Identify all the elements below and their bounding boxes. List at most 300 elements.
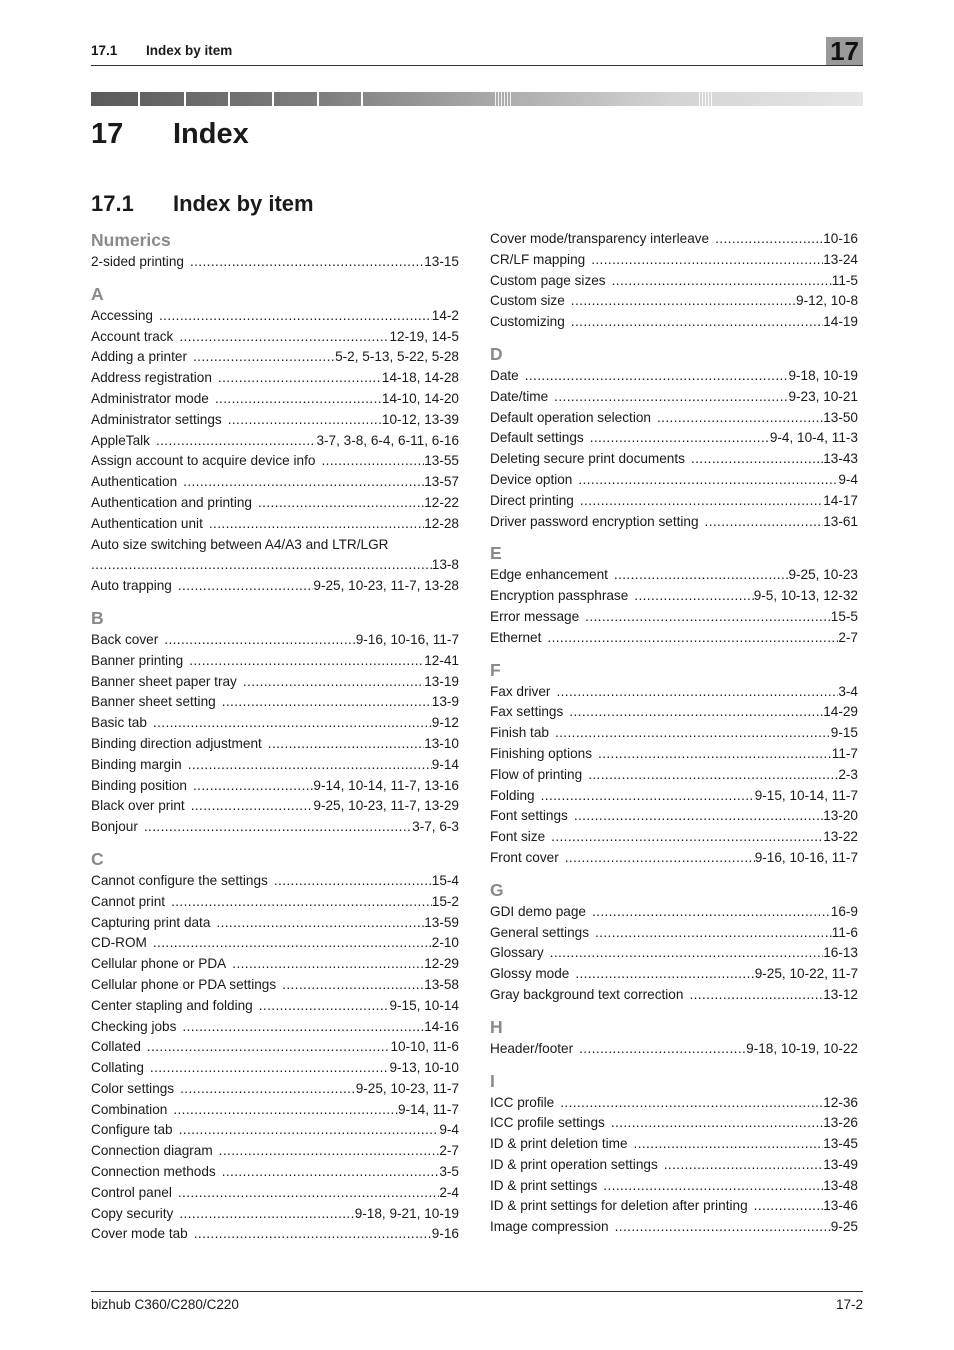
- section-title: [91, 191, 314, 217]
- dot-leader: [634, 1134, 824, 1155]
- dot-leader: [571, 291, 796, 312]
- dot-leader: [565, 848, 755, 869]
- index-term: ICC profile: [490, 1094, 555, 1110]
- index-pages: 14-19: [823, 314, 858, 330]
- index-term: General settings: [490, 924, 589, 940]
- index-entry: [91, 1120, 459, 1141]
- index-term: Color settings: [91, 1080, 175, 1096]
- dot-leader: [754, 1196, 824, 1217]
- index-pages: 13-43: [823, 451, 858, 467]
- index-entry: [490, 1039, 858, 1060]
- index-entry: [490, 1217, 858, 1238]
- dot-leader: [164, 630, 355, 651]
- index-term: Glossy mode: [490, 966, 570, 982]
- index-term: 2-sided printing: [91, 254, 184, 269]
- index-group-heading: I: [490, 1070, 495, 1091]
- dot-leader: [150, 1058, 390, 1079]
- index-pages: 9-4, 10-4, 11-3: [769, 430, 858, 446]
- index-term: Custom size: [490, 293, 565, 309]
- index-entry: [91, 871, 459, 892]
- dot-leader: [144, 817, 412, 838]
- index-term: ID & print operation settings: [490, 1156, 658, 1172]
- dot-leader: [547, 628, 838, 649]
- index-entry: [91, 389, 459, 410]
- index-term: Adding a printer: [91, 349, 187, 365]
- index-term: Date: [490, 367, 519, 383]
- index-pages: 9-13, 10-10: [389, 1060, 459, 1076]
- dot-leader: [147, 1037, 391, 1058]
- index-term: Control panel: [91, 1184, 172, 1200]
- index-pages: 9-18, 10-19, 10-22: [746, 1040, 858, 1056]
- index-pages: 12-22: [424, 494, 459, 510]
- index-term: Glossary: [490, 945, 544, 961]
- dot-leader: [218, 368, 382, 389]
- index-term: Deleting secure print documents: [490, 451, 685, 467]
- index-entry: [490, 512, 858, 533]
- dot-leader: [554, 387, 788, 408]
- index-group-heading: F: [490, 659, 501, 680]
- index-pages: 9-25, 10-22, 11-7: [754, 966, 858, 982]
- dot-leader: [219, 1141, 440, 1162]
- index-pages: 10-10, 11-6: [390, 1039, 459, 1055]
- index-entry: [490, 848, 858, 869]
- index-pages: 10-12, 13-39: [381, 411, 459, 427]
- index-entry: [91, 651, 459, 672]
- index-pages: 11-5: [831, 272, 858, 288]
- index-entry: [91, 1162, 459, 1183]
- dot-leader: [591, 250, 823, 271]
- index-term: Font settings: [490, 808, 568, 824]
- index-group-heading: E: [490, 543, 502, 564]
- index-term: Gray background text correction: [490, 986, 684, 1002]
- index-entry: [91, 1204, 459, 1225]
- index-pages: 9-15, 10-14, 11-7: [754, 787, 858, 803]
- running-header: [91, 36, 863, 66]
- index-term: AppleTalk: [91, 432, 150, 448]
- dot-leader: [689, 985, 823, 1006]
- index-term: ID & print deletion time: [490, 1136, 628, 1152]
- index-term: Copy security: [91, 1205, 174, 1221]
- dot-leader: [551, 827, 823, 848]
- index-term: GDI demo page: [490, 903, 586, 919]
- index-group-heading: C: [91, 848, 104, 869]
- index-pages: 15-5: [830, 608, 858, 624]
- index-pages: 14-16: [424, 1018, 459, 1034]
- dot-leader: [585, 607, 831, 628]
- dot-leader: [560, 1093, 823, 1114]
- index-pages: 13-10: [424, 735, 459, 751]
- dot-leader: [595, 923, 832, 944]
- index-entry: [91, 1141, 459, 1162]
- index-pages: 10-16: [823, 231, 858, 246]
- index-entry: [490, 586, 858, 607]
- dot-leader: [282, 975, 424, 996]
- dot-leader: [193, 776, 313, 797]
- index-pages: 12-19, 14-5: [389, 328, 459, 344]
- dot-leader: [159, 306, 432, 327]
- index-term: Default operation selection: [490, 409, 651, 425]
- index-pages: 14-29: [823, 704, 858, 720]
- index-pages: 9-16, 10-16, 11-7: [355, 631, 459, 647]
- index-entry: [490, 827, 858, 848]
- index-pages: 13-45: [823, 1136, 858, 1152]
- dot-leader: [194, 1224, 432, 1245]
- index-entry: [91, 1100, 459, 1121]
- dot-leader: [611, 1113, 823, 1134]
- index-pages: 12-28: [424, 515, 459, 531]
- index-pages: 9-23, 10-21: [788, 388, 858, 404]
- index-entry: [490, 470, 858, 491]
- index-entry: [490, 229, 858, 250]
- dot-leader: [579, 1039, 746, 1060]
- dot-leader: [179, 327, 389, 348]
- index-pages: 13-59: [424, 914, 459, 930]
- dot-leader: [588, 765, 838, 786]
- index-entry: [490, 291, 858, 312]
- dot-leader: [188, 755, 432, 776]
- dot-leader: [179, 1204, 354, 1225]
- index-entry: [91, 368, 459, 389]
- index-pages: 9-14, 10-14, 11-7, 13-16: [313, 777, 459, 793]
- index-term: Binding direction adjustment: [91, 735, 262, 751]
- footer-page-number: 17-2: [835, 1297, 863, 1312]
- dot-leader: [179, 1120, 440, 1141]
- index-pages: 9-25, 10-23, 11-7, 13-28: [313, 578, 459, 594]
- index-entry: [91, 954, 459, 975]
- index-pages: 9-5, 10-13, 12-32: [753, 588, 858, 604]
- index-pages: 3-7, 6-3: [412, 819, 459, 835]
- index-entry: [490, 250, 858, 271]
- index-pages: 5-2, 5-13, 5-22, 5-28: [335, 349, 459, 365]
- index-term: Encryption passphrase: [490, 588, 629, 604]
- dot-leader: [590, 428, 770, 449]
- index-term: Assign account to acquire device info: [91, 453, 316, 469]
- index-term: Cellular phone or PDA settings: [91, 976, 277, 992]
- index-term: Address registration: [91, 370, 212, 386]
- index-entry: [490, 408, 858, 429]
- index-pages: 13-61: [823, 513, 858, 529]
- dot-leader: [691, 449, 823, 470]
- index-pages: 9-12: [431, 715, 459, 731]
- index-pages: 13-19: [424, 673, 459, 689]
- dot-leader: [612, 271, 832, 292]
- dot-leader: [550, 943, 824, 964]
- index-term: Flow of printing: [490, 766, 583, 782]
- index-entry: [91, 306, 459, 327]
- index-term: Customizing: [490, 314, 565, 330]
- index-entry: [91, 493, 459, 514]
- index-pages: 9-25: [830, 1219, 858, 1235]
- index-term: CR/LF mapping: [490, 251, 586, 267]
- index-pages: 9-15, 10-14: [389, 997, 459, 1013]
- index-entry: [490, 1155, 858, 1176]
- header-section-title: Index by item: [146, 43, 233, 58]
- index-entry: [490, 786, 858, 807]
- index-entry: [91, 630, 459, 651]
- index-entry: [91, 451, 459, 472]
- index-pages: 13-24: [823, 251, 858, 267]
- index-pages: 2-10: [431, 935, 459, 951]
- dot-leader: [222, 1162, 440, 1183]
- index-entry: [91, 755, 459, 776]
- index-term: Administrator mode: [91, 390, 209, 406]
- index-pages: 14-2: [431, 307, 459, 323]
- index-pages: 12-41: [424, 652, 459, 668]
- chapter-title: [91, 118, 249, 151]
- section-title-text: Index by item: [173, 191, 314, 216]
- index-term: Banner sheet setting: [91, 694, 216, 710]
- index-pages: 11-7: [831, 745, 858, 761]
- dot-leader: [153, 933, 432, 954]
- dot-leader: [91, 555, 432, 576]
- chapter-title-number: 17: [91, 118, 124, 150]
- header-section-number: 17.1: [91, 43, 118, 58]
- index-entry: [91, 913, 459, 934]
- index-entry: [91, 1183, 459, 1204]
- dot-leader: [193, 347, 335, 368]
- index-pages: 9-25, 10-23: [788, 567, 858, 583]
- index-term: Black over print: [91, 798, 185, 814]
- index-entry: [490, 628, 858, 649]
- dot-leader: [634, 586, 753, 607]
- index-term: Account track: [91, 328, 174, 344]
- index-term: Accessing: [91, 307, 153, 323]
- dot-leader: [258, 493, 424, 514]
- dot-leader: [243, 672, 424, 693]
- index-group-heading: G: [490, 879, 504, 900]
- index-entry: [490, 366, 858, 387]
- index-entry: [91, 713, 459, 734]
- dot-leader: [180, 1079, 356, 1100]
- index-entry: [91, 933, 459, 954]
- index-pages: 13-50: [823, 409, 858, 425]
- index-term: Cannot print: [91, 893, 166, 909]
- index-entry: [490, 1093, 858, 1114]
- dot-leader: [153, 713, 432, 734]
- index-pages: 16-9: [830, 903, 858, 919]
- dot-leader: [178, 576, 314, 597]
- index-entry: [490, 387, 858, 408]
- index-term: Banner printing: [91, 652, 184, 668]
- index-entry: [490, 449, 858, 470]
- dot-leader: [614, 565, 789, 586]
- index-term: Collated: [91, 1039, 141, 1055]
- index-term: Administrator settings: [91, 411, 222, 427]
- index-pages: 12-36: [823, 1094, 858, 1110]
- index-term: Authentication: [91, 474, 178, 490]
- index-pages: 9-12, 10-8: [796, 293, 858, 309]
- index-term: Collating: [91, 1060, 144, 1076]
- index-group-heading: B: [91, 607, 104, 628]
- index-term: Binding position: [91, 777, 187, 793]
- dot-leader: [183, 472, 424, 493]
- index-entry: [490, 806, 858, 827]
- index-pages: 9-18, 10-19: [788, 367, 858, 383]
- index-entry: [91, 576, 459, 597]
- index-pages: 2-7: [439, 1143, 459, 1159]
- index-entry: [490, 312, 858, 333]
- dot-leader: [574, 806, 823, 827]
- index-term: Date/time: [490, 388, 549, 404]
- index-entry: [91, 1079, 459, 1100]
- index-entry: [490, 682, 858, 703]
- index-entry: [490, 744, 858, 765]
- index-column-left: [91, 229, 459, 1245]
- index-pages: 12-29: [424, 956, 459, 972]
- index-term: Cannot configure the settings: [91, 872, 268, 888]
- index-pages: 9-14: [431, 756, 459, 772]
- index-term: Cover mode/transparency interleave: [490, 231, 710, 246]
- index-entry: [91, 1058, 459, 1079]
- index-entry: [490, 271, 858, 292]
- index-term: Edge enhancement: [490, 567, 608, 583]
- index-group-heading: A: [91, 283, 104, 304]
- index-term: Checking jobs: [91, 1018, 177, 1034]
- index-entry: [91, 1224, 459, 1245]
- index-entry: [91, 431, 459, 452]
- index-pages: 13-49: [823, 1156, 858, 1172]
- index-term: Auto trapping: [91, 578, 172, 594]
- decorative-bar: [91, 92, 863, 106]
- dot-leader: [657, 408, 823, 429]
- index-pages: 3-7, 3-8, 6-4, 6-11, 6-16: [316, 432, 459, 448]
- index-term: Fax settings: [490, 704, 564, 720]
- index-pages: 13-9: [431, 694, 459, 710]
- index-entry: [91, 672, 459, 693]
- index-term: Fax driver: [490, 683, 551, 699]
- index-term: Default settings: [490, 430, 584, 446]
- index-pages: 13-26: [823, 1115, 858, 1131]
- index-term: Direct printing: [490, 492, 574, 508]
- dot-leader: [578, 470, 838, 491]
- index-term: Error message: [490, 608, 580, 624]
- index-entry: [490, 902, 858, 923]
- index-entry: [91, 996, 459, 1017]
- index-term: Authentication unit: [91, 515, 203, 531]
- chapter-number-badge: 17: [826, 37, 863, 65]
- index-term: Front cover: [490, 849, 559, 865]
- index-entry: [91, 796, 459, 817]
- index-pages: 13-8: [431, 557, 459, 573]
- index-entry: [490, 1176, 858, 1197]
- index-term: Header/footer: [490, 1040, 574, 1056]
- index-pages: 9-18, 9-21, 10-19: [354, 1205, 459, 1221]
- dot-leader: [592, 902, 831, 923]
- index-entry: [91, 1017, 459, 1038]
- dot-leader: [228, 410, 382, 431]
- index-pages: 9-16, 10-16, 11-7: [754, 849, 858, 865]
- dot-leader: [603, 1176, 823, 1197]
- index-pages: 2-4: [439, 1184, 459, 1200]
- dot-leader: [664, 1155, 823, 1176]
- index-term: Banner sheet paper tray: [91, 673, 237, 689]
- index-entry: [91, 975, 459, 996]
- index-entry: [91, 252, 459, 273]
- index-pages: 13-15: [424, 254, 459, 269]
- index-pages: 13-46: [823, 1198, 858, 1214]
- index-pages: 13-57: [424, 474, 459, 490]
- dot-leader: [580, 491, 823, 512]
- dot-leader: [216, 913, 424, 934]
- index-term: Center stapling and folding: [91, 997, 253, 1013]
- index-term: Image compression: [490, 1219, 609, 1235]
- index-entry: [91, 692, 459, 713]
- index-entry: [91, 817, 459, 838]
- index-term: Ethernet: [490, 629, 542, 645]
- index-term: Capturing print data: [91, 914, 211, 930]
- index-pages: 13-20: [823, 808, 858, 824]
- index-pages: 3-4: [838, 683, 858, 699]
- dot-leader: [259, 996, 390, 1017]
- dot-leader: [215, 389, 382, 410]
- index-term: Binding margin: [91, 756, 182, 772]
- index-term: Auto size switching between A4/A3 and LTR/LGR: [91, 536, 389, 552]
- index-term: ID & print settings: [490, 1177, 598, 1193]
- index-entry: [490, 565, 858, 586]
- index-entry: [490, 1113, 858, 1134]
- index-pages: 3-5: [439, 1164, 459, 1180]
- index-term: Combination: [91, 1101, 168, 1117]
- index-entry: [490, 765, 858, 786]
- index-entry: [91, 734, 459, 755]
- dot-leader: [268, 734, 424, 755]
- index-entry: [490, 428, 858, 449]
- footer-model: bizhub C360/C280/C220: [91, 1297, 239, 1312]
- dot-leader: [156, 431, 316, 452]
- index-term: Folding: [490, 787, 535, 803]
- index-pages: 2-3: [838, 766, 858, 782]
- index-pages: 9-15: [830, 725, 858, 741]
- index-pages: 9-14, 11-7: [398, 1101, 459, 1117]
- index-group-heading: D: [490, 343, 503, 364]
- index-pages: 13-55: [424, 453, 459, 469]
- index-pages: 2-7: [838, 629, 858, 645]
- index-term: Configure tab: [91, 1122, 173, 1138]
- index-entry: [91, 410, 459, 431]
- dot-leader: [569, 702, 823, 723]
- dot-leader: [525, 366, 789, 387]
- index-term: Finish tab: [490, 725, 549, 741]
- dot-leader: [190, 252, 424, 273]
- index-term: Authentication and printing: [91, 494, 252, 510]
- index-entry: [490, 985, 858, 1006]
- index-group-heading: Numerics: [91, 230, 171, 250]
- index-pages: 14-17: [823, 492, 858, 508]
- index-pages: 13-12: [823, 986, 858, 1002]
- index-pages: 13-48: [823, 1177, 858, 1193]
- index-pages: 9-4: [838, 471, 858, 487]
- index-pages: 14-18, 14-28: [381, 370, 459, 386]
- index-column-right: [490, 229, 858, 1238]
- index-pages: 13-58: [424, 976, 459, 992]
- index-term: CD-ROM: [91, 935, 147, 951]
- index-entry: [91, 535, 459, 577]
- index-entry: [490, 964, 858, 985]
- index-term: Finishing options: [490, 745, 593, 761]
- dot-leader: [232, 954, 424, 975]
- page-footer: [91, 1291, 863, 1316]
- section-title-number: 17.1: [91, 191, 134, 216]
- index-pages: 13-22: [823, 829, 858, 845]
- dot-leader: [705, 512, 824, 533]
- index-entry: [490, 943, 858, 964]
- index-entry: [91, 327, 459, 348]
- index-term: Connection methods: [91, 1164, 216, 1180]
- dot-leader: [556, 682, 838, 703]
- dot-leader: [615, 1217, 831, 1238]
- dot-leader: [571, 312, 823, 333]
- index-term: Basic tab: [91, 715, 147, 731]
